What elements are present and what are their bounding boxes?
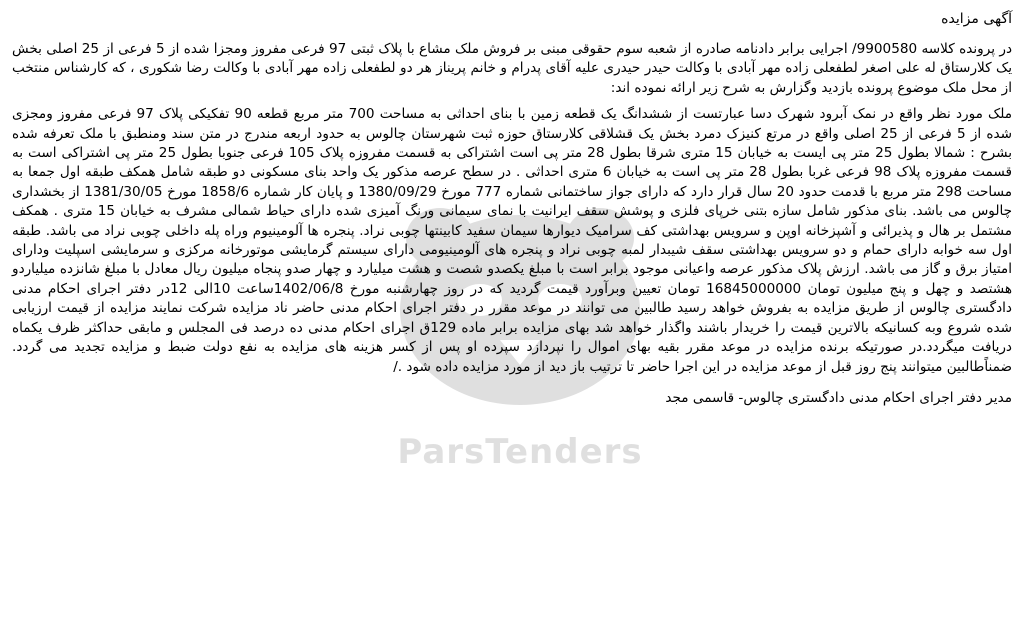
notice-signature: مدیر دفتر اجرای احکام مدنی دادگستری چالوس- قاسمی مجد (665, 389, 1012, 406)
watermark-text: ParsTenders (397, 432, 643, 472)
notice-paragraph-intro: در پرونده کلاسه 9900580/ اجرایی برابر دادنامه صادره از شعبه سوم حقوقی مبنی بر فروش ملک مشاع با پلاک ثبتی 97 فرعی مفروز ومجزا شده از 5 فرعی از 25 اصلی بخش یک کلارستاق له علی اصغر لطفعلی زاده مهر آبادی با وکالت حیدر حیدری علیه آقای پدرام و خانم پریناز هر دو لطفعلی زاده مهر آبادی با وکالت رضا شکوری ، که کارشناس منتخب از محل ملک موضوع پرونده بازدید وگزارش به شرح زیر ارائه نموده اند: (12, 41, 1013, 96)
notice-title: آگهی مزایده (941, 11, 1012, 27)
notice-paragraph-details: ملک مورد نظر واقع در نمک آبرود شهرک دسا عبارتست از ششدانگ یک قطعه زمین با بنای احداثی به مساحت 700 متر مربع قطعه 90 تفکیکی پلاک 97 فرعی مفروز ومجزی شده از 5 فرعی از 25 اصلی واقع در مرتع کنیزک دمرد بخش یک قشلاقی کلارستاق حوزه ثبت شهرستان چالوس به حدود اربعه مندرج در متن سند ومنطبق با ملک تعرفه شده بشرح : شمالا بطول 25 متر پی ایست به خیابان 15 متری شرقا بطول 28 متر پی است اشتراکی به قسمت مفروزه پلاک 105 فرعی جنوبا بطول 25 متر پی اشتراکی است به قسمت مفروزه پلاک 98 فرعی غربا بطول 28 متر پی است به خیابان 6 متری احداثی . در سطح عرصه مذکور یک واحد بنای مسکونی دو طبقه شامل همکف طبقه اول جمعا به مساحت 298 متر مربع با قدمت حدود 20 سال قرار دارد که دارای جواز ساختمانی شماره 777 مورخ 1380/09/29 و پایان کار شماره 1858/6 مورخ 1381/30/05 از بخشداری چالوس می باشد. بنای مذکور شامل سازه بتنی خرپای فلزی و پوشش سقف ایرانیت با نمای سیمانی ورنگ آمیزی شده دارای حیاط شمالی مشرف به خیابان 15 متری . همکف مشتمل بر هال و پذیرائی و آشپزخانه اوپن و سرویس بهداشتی کف سرامیک دیوارها سیمان سفید کابینتها چوبی نراد. پنجره ها آلومینیوم وراه پله داخلی چوبی نراد می باشد. طبقه اول سه خوابه دارای حمام و دو سرویس بهداشتی سقف شیبدار لمبه چوبی نراد و پنجره های آلومینیومی دارای سیستم گرمایشی موتورخانه مرکزی و سرمایشی اسپلیت ودارای امتیاز برق و گاز می باشد. ارزش پلاک مذکور عرصه واعیانی موجود برابر است با مبلغ یکصدو شصت و هشت میلیارد و چهار صدو پنجاه میلیون ریال معادل با مبلغ شانزده میلیاردو هشتصد و چهل و پنج میلیون تومان 16845000000 تومان تعیین وبرآورد قیمت گردید که در روز چهارشنبه مورخ 1402/06/8ساعت 10الی 12در دفتر اجرای احکام مدنی دادگستری چالوس از طریق مزایده به بفروش خواهد رسید طالبین می توانند در موعد مقرر در دفتر اجرای احکام مدنی حاضر ناد مزایده شرکت نمایند مزایده از قیمت ارزیابی شده شروع وبه کسانیکه بالاترین قیمت را خریدار باشند واگذار خواهد شد بهای مزایده برابر ماده 129ق اجرای احکام مدنی ده درصد فی المجلس و مابقی حداکثر ظرف یکماه دریافت میگردد.در صورتیکه برنده مزایده در موعد مقرر بقیه بهای اموال را نپردازد سپرده او پس از کسر هزینه های مزایده به نفع دولت ضبط و مزایده تجدید می گردد. ضمناًطالبین میتوانند پنج روز قبل از موعد مزایده در این اجرا حاضر تا ترتیب باز دید از مورد مزایده داده شود ./ (12, 106, 1013, 375)
notice-document (12, 8, 1012, 408)
